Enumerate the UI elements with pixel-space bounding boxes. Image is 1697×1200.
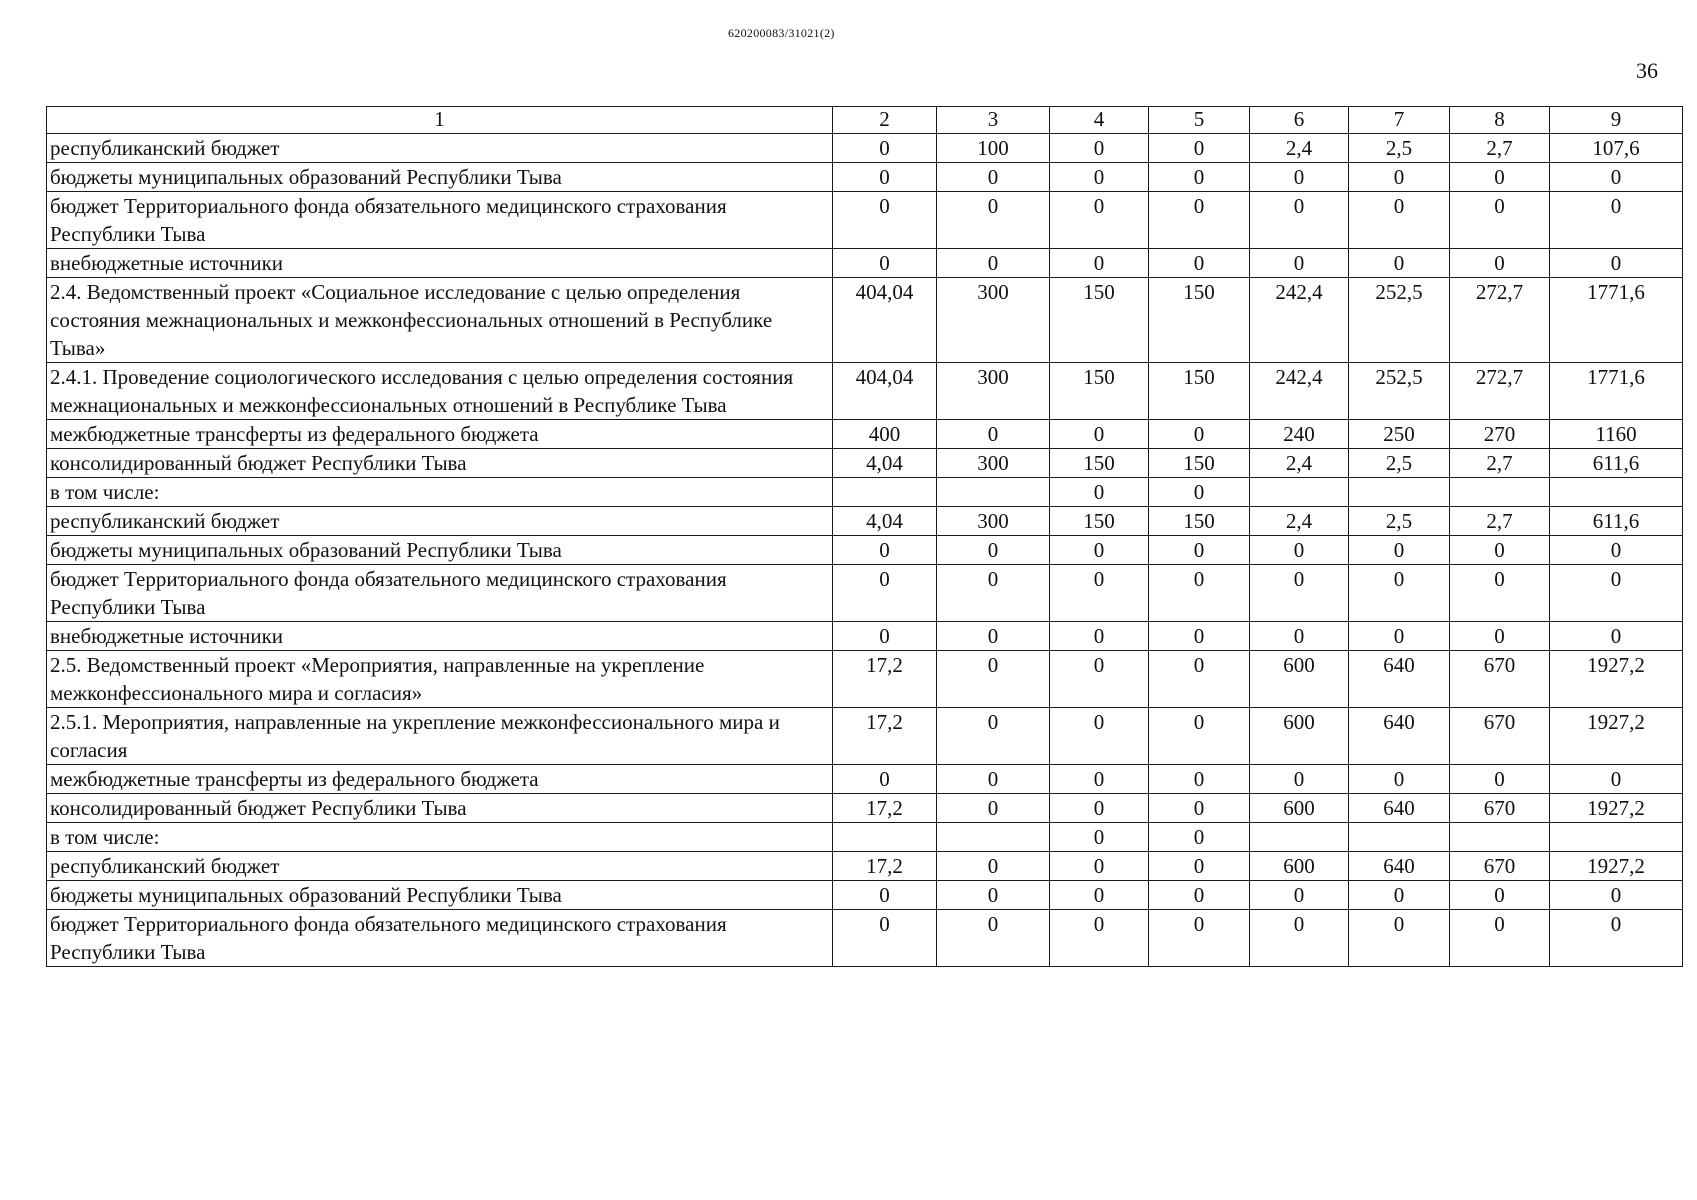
value-cell: 150 [1149,449,1250,478]
value-cell: 0 [1550,881,1683,910]
value-cell: 150 [1050,278,1149,363]
value-cell: 0 [1550,249,1683,278]
value-cell: 2,7 [1450,449,1550,478]
value-cell: 0 [1550,565,1683,622]
value-cell: 0 [833,765,937,794]
value-cell: 2,4 [1250,449,1349,478]
value-cell: 0 [1149,881,1250,910]
value-cell: 240 [1250,420,1349,449]
row-label: внебюджетные источники [47,249,833,278]
table-row [47,852,1683,881]
value-cell: 0 [1050,134,1149,163]
table-row [47,507,1683,536]
value-cell: 2,7 [1450,507,1550,536]
value-cell: 0 [937,163,1050,192]
table-row [47,478,1683,507]
value-cell: 0 [1050,910,1149,967]
value-cell: 252,5 [1349,278,1450,363]
value-cell: 0 [937,765,1050,794]
value-cell: 0 [1149,622,1250,651]
value-cell: 0 [937,565,1050,622]
table-row [47,363,1683,420]
value-cell [1450,478,1550,507]
value-cell: 300 [937,363,1050,420]
value-cell: 0 [1149,794,1250,823]
value-cell: 2,4 [1250,507,1349,536]
value-cell: 1927,2 [1550,708,1683,765]
value-cell: 0 [1550,163,1683,192]
value-cell: 150 [1149,363,1250,420]
value-cell: 0 [1250,881,1349,910]
column-header: 4 [1050,107,1149,134]
column-header: 5 [1149,107,1250,134]
document-id: 620200083/31021(2) [728,26,835,40]
value-cell: 1771,6 [1550,278,1683,363]
value-cell: 0 [1149,163,1250,192]
table-row [47,881,1683,910]
row-label: 2.4. Ведомственный проект «Социальное исследование с целью определения состояния межнациональных и межконфессиональных отношений в Республике Тыва» [47,278,833,363]
value-cell: 1160 [1550,420,1683,449]
row-label: внебюджетные источники [47,622,833,651]
value-cell: 0 [1450,910,1550,967]
value-cell: 0 [1450,249,1550,278]
value-cell: 0 [1050,765,1149,794]
value-cell: 600 [1250,852,1349,881]
value-cell: 150 [1050,449,1149,478]
row-label: бюджеты муниципальных образований Республики Тыва [47,881,833,910]
row-label: 2.4.1. Проведение социологического исследования с целью определения состояния межнациональных и межконфессиональных отношений в Республике Тыва [47,363,833,420]
column-header: 3 [937,107,1050,134]
value-cell: 300 [937,449,1050,478]
value-cell: 0 [833,910,937,967]
value-cell: 0 [1149,478,1250,507]
value-cell: 0 [833,134,937,163]
value-cell: 0 [937,852,1050,881]
value-cell: 272,7 [1450,278,1550,363]
row-label: бюджеты муниципальных образований Республики Тыва [47,163,833,192]
value-cell: 640 [1349,794,1450,823]
value-cell: 0 [1250,249,1349,278]
value-cell: 1927,2 [1550,794,1683,823]
value-cell: 0 [1050,651,1149,708]
row-label: бюджет Территориального фонда обязательного медицинского страхования Республики Тыва [47,192,833,249]
value-cell: 0 [833,881,937,910]
value-cell: 242,4 [1250,363,1349,420]
value-cell: 4,04 [833,507,937,536]
value-cell: 0 [937,651,1050,708]
value-cell: 2,5 [1349,134,1450,163]
value-cell: 0 [1349,910,1450,967]
column-header: 6 [1250,107,1349,134]
value-cell: 150 [1149,278,1250,363]
value-cell: 150 [1149,507,1250,536]
value-cell [833,823,937,852]
page-number: 36 [1636,58,1658,83]
column-header: 7 [1349,107,1450,134]
value-cell: 0 [1349,565,1450,622]
value-cell: 272,7 [1450,363,1550,420]
value-cell: 0 [1450,536,1550,565]
value-cell: 0 [1050,881,1149,910]
value-cell: 0 [1550,192,1683,249]
value-cell: 0 [937,192,1050,249]
value-cell: 640 [1349,852,1450,881]
row-label: бюджеты муниципальных образований Республики Тыва [47,536,833,565]
value-cell: 0 [833,565,937,622]
table-row [47,910,1683,967]
value-cell: 0 [1149,765,1250,794]
table-row [47,278,1683,363]
table-row [47,249,1683,278]
table-body [47,107,1683,967]
value-cell: 0 [1149,249,1250,278]
value-cell: 0 [1349,163,1450,192]
value-cell: 0 [1250,622,1349,651]
row-label: республиканский бюджет [47,507,833,536]
value-cell: 0 [1050,536,1149,565]
row-label: межбюджетные трансферты из федерального бюджета [47,765,833,794]
value-cell: 670 [1450,708,1550,765]
column-header: 8 [1450,107,1550,134]
value-cell: 0 [1149,708,1250,765]
value-cell: 600 [1250,708,1349,765]
value-cell: 2,7 [1450,134,1550,163]
value-cell: 0 [833,163,937,192]
value-cell: 0 [1250,910,1349,967]
value-cell: 611,6 [1550,507,1683,536]
value-cell: 0 [1149,823,1250,852]
value-cell: 0 [937,420,1050,449]
value-cell: 0 [1050,565,1149,622]
value-cell [937,823,1050,852]
table-row [47,622,1683,651]
value-cell: 0 [1050,478,1149,507]
value-cell [1250,478,1349,507]
value-cell: 242,4 [1250,278,1349,363]
value-cell: 0 [1349,249,1450,278]
value-cell: 0 [1050,794,1149,823]
value-cell: 600 [1250,794,1349,823]
value-cell: 0 [1050,192,1149,249]
value-cell: 0 [1250,163,1349,192]
value-cell: 0 [1550,910,1683,967]
value-cell: 0 [1149,192,1250,249]
table-row [47,708,1683,765]
value-cell: 0 [1349,881,1450,910]
row-label: республиканский бюджет [47,134,833,163]
value-cell: 0 [937,536,1050,565]
value-cell: 17,2 [833,852,937,881]
value-cell: 0 [1450,565,1550,622]
value-cell: 252,5 [1349,363,1450,420]
value-cell: 0 [1149,420,1250,449]
value-cell: 404,04 [833,363,937,420]
value-cell: 0 [1550,765,1683,794]
value-cell: 2,5 [1349,507,1450,536]
table-row [47,651,1683,708]
value-cell: 0 [937,249,1050,278]
value-cell: 0 [1149,134,1250,163]
value-cell: 150 [1050,363,1149,420]
row-label: межбюджетные трансферты из федерального бюджета [47,420,833,449]
value-cell: 0 [1349,622,1450,651]
table-row [47,536,1683,565]
value-cell: 0 [1250,765,1349,794]
value-cell: 17,2 [833,708,937,765]
value-cell: 300 [937,507,1050,536]
value-cell: 1771,6 [1550,363,1683,420]
table-row [47,565,1683,622]
value-cell: 0 [1050,163,1149,192]
table-row [47,449,1683,478]
table-header-row [47,107,1683,134]
value-cell: 2,4 [1250,134,1349,163]
value-cell: 0 [1149,852,1250,881]
value-cell: 0 [1450,765,1550,794]
value-cell: 0 [1149,910,1250,967]
value-cell: 670 [1450,794,1550,823]
value-cell: 0 [833,622,937,651]
value-cell [833,478,937,507]
value-cell: 0 [937,910,1050,967]
value-cell: 600 [1250,651,1349,708]
value-cell: 0 [1149,565,1250,622]
value-cell: 17,2 [833,651,937,708]
row-label: в том числе: [47,478,833,507]
row-label: 2.5.1. Мероприятия, направленные на укрепление межконфессионального мира и согласия [47,708,833,765]
value-cell: 250 [1349,420,1450,449]
value-cell: 0 [1250,192,1349,249]
value-cell: 2,5 [1349,449,1450,478]
table-row [47,192,1683,249]
value-cell: 0 [1550,536,1683,565]
row-label: в том числе: [47,823,833,852]
value-cell: 404,04 [833,278,937,363]
value-cell: 0 [1450,192,1550,249]
value-cell: 611,6 [1550,449,1683,478]
value-cell: 640 [1349,651,1450,708]
value-cell: 0 [1349,536,1450,565]
value-cell: 0 [1050,852,1149,881]
table-row [47,420,1683,449]
value-cell: 0 [1250,565,1349,622]
value-cell: 100 [937,134,1050,163]
value-cell: 0 [937,794,1050,823]
table-row [47,823,1683,852]
row-label: консолидированный бюджет Республики Тыва [47,794,833,823]
row-label: бюджет Территориального фонда обязательного медицинского страхования Республики Тыва [47,910,833,967]
row-label: республиканский бюджет [47,852,833,881]
value-cell: 670 [1450,852,1550,881]
value-cell [1349,823,1450,852]
value-cell [1349,478,1450,507]
column-header: 2 [833,107,937,134]
value-cell: 0 [833,536,937,565]
value-cell: 400 [833,420,937,449]
value-cell: 0 [1149,536,1250,565]
value-cell: 4,04 [833,449,937,478]
value-cell: 0 [937,708,1050,765]
row-label: консолидированный бюджет Республики Тыва [47,449,833,478]
row-label: 2.5. Ведомственный проект «Мероприятия, направленные на укрепление межконфессионального мира и согласия» [47,651,833,708]
table-row [47,163,1683,192]
value-cell: 0 [1450,881,1550,910]
value-cell: 0 [1550,622,1683,651]
value-cell [1250,823,1349,852]
value-cell: 270 [1450,420,1550,449]
value-cell: 150 [1050,507,1149,536]
value-cell: 0 [1050,249,1149,278]
value-cell [1450,823,1550,852]
value-cell: 0 [1349,192,1450,249]
value-cell: 0 [833,249,937,278]
value-cell: 0 [833,192,937,249]
value-cell: 0 [937,881,1050,910]
table-row [47,765,1683,794]
value-cell: 0 [1050,823,1149,852]
column-header: 1 [47,107,833,134]
value-cell: 17,2 [833,794,937,823]
value-cell: 107,6 [1550,134,1683,163]
value-cell [1550,478,1683,507]
value-cell: 0 [1149,651,1250,708]
value-cell: 0 [1349,765,1450,794]
value-cell: 0 [1450,622,1550,651]
value-cell: 0 [1050,708,1149,765]
row-label: бюджет Территориального фонда обязательного медицинского страхования Республики Тыва [47,565,833,622]
value-cell: 0 [1050,420,1149,449]
table-row [47,134,1683,163]
table-row [47,794,1683,823]
column-header: 9 [1550,107,1683,134]
value-cell: 1927,2 [1550,852,1683,881]
value-cell: 0 [1250,536,1349,565]
value-cell: 0 [1050,622,1149,651]
value-cell [1550,823,1683,852]
value-cell: 670 [1450,651,1550,708]
budget-table [46,106,1683,967]
value-cell [937,478,1050,507]
value-cell: 0 [1450,163,1550,192]
value-cell: 640 [1349,708,1450,765]
value-cell: 1927,2 [1550,651,1683,708]
value-cell: 0 [937,622,1050,651]
value-cell: 300 [937,278,1050,363]
